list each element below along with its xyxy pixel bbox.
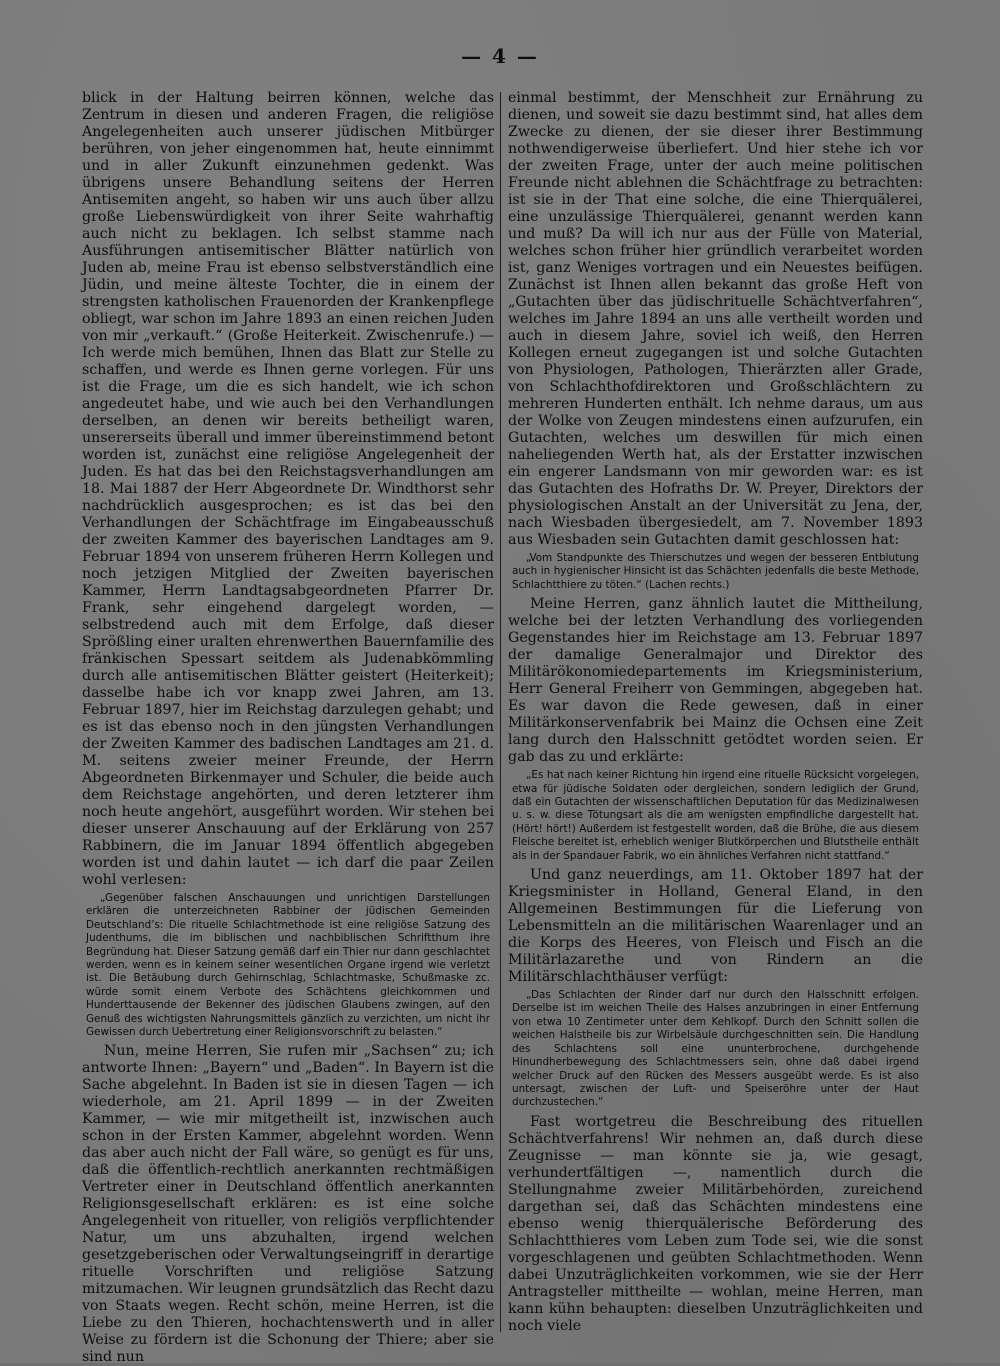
preyer-opinion-quote: „Vom Standpunkte des Thierschutzes und wegen der besseren Entblutung auch in hygienischer Hinsicht ist das Schächten jedenfalls die beste Methode, Schlachtthiere zu töten.“ (Lachen rechts.) [512,552,919,591]
left-paragraph-1: blick in der Haltung beirren können, welche das Zentrum in diesen und anderen Fragen, die religiöse Angelegenheiten auch unserer jüdischen Mitbürger berühren, von jeher eingenommen hat, heute einnimmt und in aller Zukunft einzunehmen gedenkt. Was übrigens unsere Behandlung seitens der Herren Antisemiten angeht, so haben wir uns auch über allzu große Liebenswürdigkeit von ihrer Seite wahrhaftig auch nicht zu beklagen. Ich selbst stamme nach Ausführungen antisemitischer Blätter natürlich von Juden ab, meine Frau ist ebenso selbstverständlich eine Jüdin, und meine älteste Tochter, die in einem der strengsten katholischen Frauenorden der Krankenpflege obliegt, war schon im Jahre 1893 an einen reichen Juden von mir „verkauft.“ (Große Heiterkeit. Zwischenrufe.) — Ich werde mich bemühen, Ihnen das Blatt zur Stelle zu schaffen, und werde es Ihnen gerne vorlegen. Für uns ist die Frage, um die es sich handelt, wie ich schon angedeutet habe, und wie auch bei den Verhandlungen derselben, an denen wir bereits betheiligt waren, unsererseits überall und immer übereinstimmend betont worden ist, zunächst eine religiöse Angelegenheit der Juden. Es hat das bei den Reichstagsverhandlungen am 18. Mai 1887 der Herr Abgeordnete Dr. Windthorst sehr nachdrücklich ausgesprochen; es ist das bei den Verhandlungen der Schächtfrage im Eingabeausschuß der zweiten Kammer des bayerischen Landtages am 9. Februar 1894 von unserem früheren Herrn Kollegen und noch jetzigen Mitglied der Zweiten bayerischen Kammer, Herrn Landtagsabgeordneten Pfarrer Dr. Frank, sehr eingehend dargelegt worden, — selbstredend auch mit dem Erfolge, daß dieser Sprößling einer uralten ehrenwerthen Bauernfamilie des fränkischen Spessart seitdem als Judenabkömmling durch alle antisemitischen Blätter geistert (Heiterkeit); dasselbe habe ich vor knapp zwei Jahren, am 13. Februar 1897, hier im Reichstag darzulegen gehabt; und es ist das ebenso noch in den jüngsten Verhandlungen der Zweiten Kammer des badischen Landtages am 21. d. M. seitens zweier meiner Freunde, der Herrn Abgeordneten Birkenmayer und Schuler, die beide auch dem Reichstage angehörten, und deren letzterer ihm noch heute angehört, ausgeführt worden. Wir stehen bei dieser unserer Anschauung auf der Erklärung von 257 Rabbinern, die im Januar 1894 öffentlich abgegeben worden ist und dahin lautet — ich darf die paar Zeilen wohl verlesen: [82,90,494,888]
rabbinical-declaration-quote: „Gegenüber falschen Anschauungen und unrichtigen Darstellungen erklären die unterzeichneten Rabbiner der jüdischen Gemeinden Deutschland’s: Die rituelle Schlachtmethode ist eine religiöse Satzung des Judenthums, die im biblischen und nachbiblischen Schriftthum ihre Begründung hat. Dieser Satzung gemäß darf ein Thier nur dann geschlachtet werden, wenn es in keinem seiner wesentlichen Organe irgend wie verletzt ist. Die Betäubung durch Gehirnschlag, Schlachtmaske, Schußmaske zc. würde somit einem Verbote des Schächtens gleichkommen und Hunderttausende der Bekenner des jüdischen Glaubens zwingen, auf den Genuß des wichtigsten Nahrungsmittels gänzlich zu verzichten, um nicht ihr Gewissen durch Uebertretung einer Religionsvorschrift zu belasten.“ [86,892,490,1039]
left-paragraph-2: Nun, meine Herren, Sie rufen mir „Sachsen“ zu; ich antworte Ihnen: „Bayern“ und „Baden“. In Bayern ist die Sache abgelehnt. In Baden ist sie in diesen Tagen — ich wiederhole, am 21. April 1899 — in der Zweiten Kammer, — wie mir mitgetheilt ist, inzwischen auch schon in der Ersten Kammer, abgelehnt worden. Wenn das aber auch nicht der Fall wäre, so genügt es für uns, daß die öffentlich-rechtlich anerkannten rechtmäßigen Vertreter einer in Deutschland öffentlich anerkannten Religionsgesellschaft erklären: es ist eine solche Angelegenheit von ritueller, von religiös verpflichtender Natur, um uns abzuhalten, irgend welchen gesetzgeberischen oder Verwaltungseingriff in derartige rituelle Vorschriften und religiöse Satzung mitzumachen. Wir leugnen grundsätzlich das Recht dazu von Staats wegen. Recht schön, meine Herren, ist die Liebe zu den Thieren, hochachtenswerth und in aller Weise zu fördern ist die Schonung der Thiere; aber sie sind nun [82,1043,494,1366]
page-number: — 4 — [461,44,539,68]
right-paragraph-4: Fast wortgetreu die Beschreibung des rituellen Schächtverfahrens! Wir nehmen an, daß durch diese Zeugnisse — man könnte sie ja, wie gesagt, verhundertfältigen —, namentlich durch die Stellungnahme zweier Militärbehörden, zureichend dargethan sei, daß das Schächten mindestens eine ebenso wenig thierquälerische Beförderung des Schlachtthieres vom Leben zum Tode sei, wie die sonst vorgeschlagenen und geübten Schlachtmethoden. Wenn dabei Unzuträglichkeiten vorkommen, wie sie der Herr Antragsteller mittheilte — wohlan, meine Herren, man kann kühn behaupten: dieselben Unzuträglichkeiten und noch viele [508,1113,923,1334]
dutch-regulation-quote: „Das Schlachten der Rinder darf nur durch den Halsschnitt erfolgen. Derselbe ist im weichen Theile des Halses anzubringen in einer Entfernung von etwa 10 Zentimeter unter dem Kehlkopf. Durch den Schnitt sollen die weichen Halstheile bis zur Wirbelsäule durchgeschnitten sein. Die Handlung des Schlachtens soll eine ununterbrochene, durchgehende Hinundherbewegung des Schlachtmessers sein, ohne daß dabei irgend welcher Druck auf den Rücken des Messers ausgeübt werde. Es ist also untersagt, zwischen der Luft- und Speiseröhre unter der Haut durchzustechen.“ [512,989,919,1109]
left-column [82,90,494,1366]
right-column [508,90,923,1345]
right-paragraph-3: Und ganz neuerdings, am 11. Oktober 1897 hat der Kriegsminister in Holland, General Eland, in den Allgemeinen Bestimmungen für die Lieferung von Lebensmitteln an die militärischen Waarenlager und an die Korps des Heeres, von Fleisch und Fisch an die Militärlazarethe und von Rindern an die Militärschlachthäuser verfügt: [508,867,923,986]
right-paragraph-2: Meine Herren, ganz ähnlich lautet die Mittheilung, welche bei der letzten Verhandlung des vorliegenden Gegenstandes hier im Reichstage am 13. Februar 1897 der damalige Generalmajor und Direktor des Militärökonomiedepartements im Kriegsministerium, Herr General Freiherr von Gemmingen, abgegeben hat. Es war davon die Rede gewesen, daß in einer Militärkonservenfabrik bei Mainz die Ochsen eine Zeit lang durch den Halsschnitt getödtet worden seien. Er gab das zu und erklärte: [508,596,923,766]
general-gemmingen-quote: „Es hat nach keiner Richtung hin irgend eine rituelle Rücksicht vorgelegen, etwa für jüdische Soldaten oder dergleichen, sondern lediglich der Grund, daß ein Gutachten der wissenschaftlichen Deputation für das Medizinalwesen u. s. w. diese Tötungsart als die am wenigsten empfindliche dargestellt hat. (Hört! hört!) Außerdem ist festgestellt worden, daß die Brühe, die aus diesem Fleische bereitet ist, erheblich weniger Blutkörperchen und Blutstheile enthält als in der Spandauer Fabrik, wo ein ähnliches Verfahren nicht stattfand.“ [512,769,919,862]
right-paragraph-1: einmal bestimmt, der Menschheit zur Ernährung zu dienen, und soweit sie dazu bestimmt sind, hat alles dem Zwecke zu dienen, der sie dieser ihrer Bestimmung nothwendigerweise überliefert. Und hier stehe ich vor der zweiten Frage, unter der auch meine politischen Freunde nicht ablehnen die Schächtfrage zu betrachten: ist sie in der That eine solche, die eine Thierquälerei, eine unzulässige Thierquälerei, genannt werden kann und muß? Da will ich nur aus der Fülle von Material, welches schon früher hier gründlich verarbeitet worden ist, ganz Weniges vortragen und ein Neuestes beifügen. Zunächst ist Ihnen allen bekannt das große Heft von „Gutachten über das jüdischrituelle Schächtverfahren“, welches im Jahre 1894 an uns alle vertheilt worden und auch in diesem Jahre, soviel ich weiß, den Herren Kollegen erneut zugegangen ist und solche Gutachten von Physiologen, Pathologen, Thierärzten aller Grade, von Schlachthofdirektoren und Großschlächtern zu mehreren Hunderten enthält. Ich nehme daraus, um aus der Wolke von Zeugen mindestens einen aufzurufen, ein Gutachten, welches um deswillen für mich einen naheliegenden Werth hat, als der Erstatter inzwischen ein engerer Landsmann von mir geworden war: es ist das Gutachten des Hofraths Dr. W. Preyer, Direktors der physiologischen Anstalt an der Universität zu Jena, der, nach Wiesbaden übergesiedelt, am 7. November 1893 aus Wiesbaden sein Gutachten damit geschlossen hat: [508,90,923,548]
column-divider [500,92,501,1332]
